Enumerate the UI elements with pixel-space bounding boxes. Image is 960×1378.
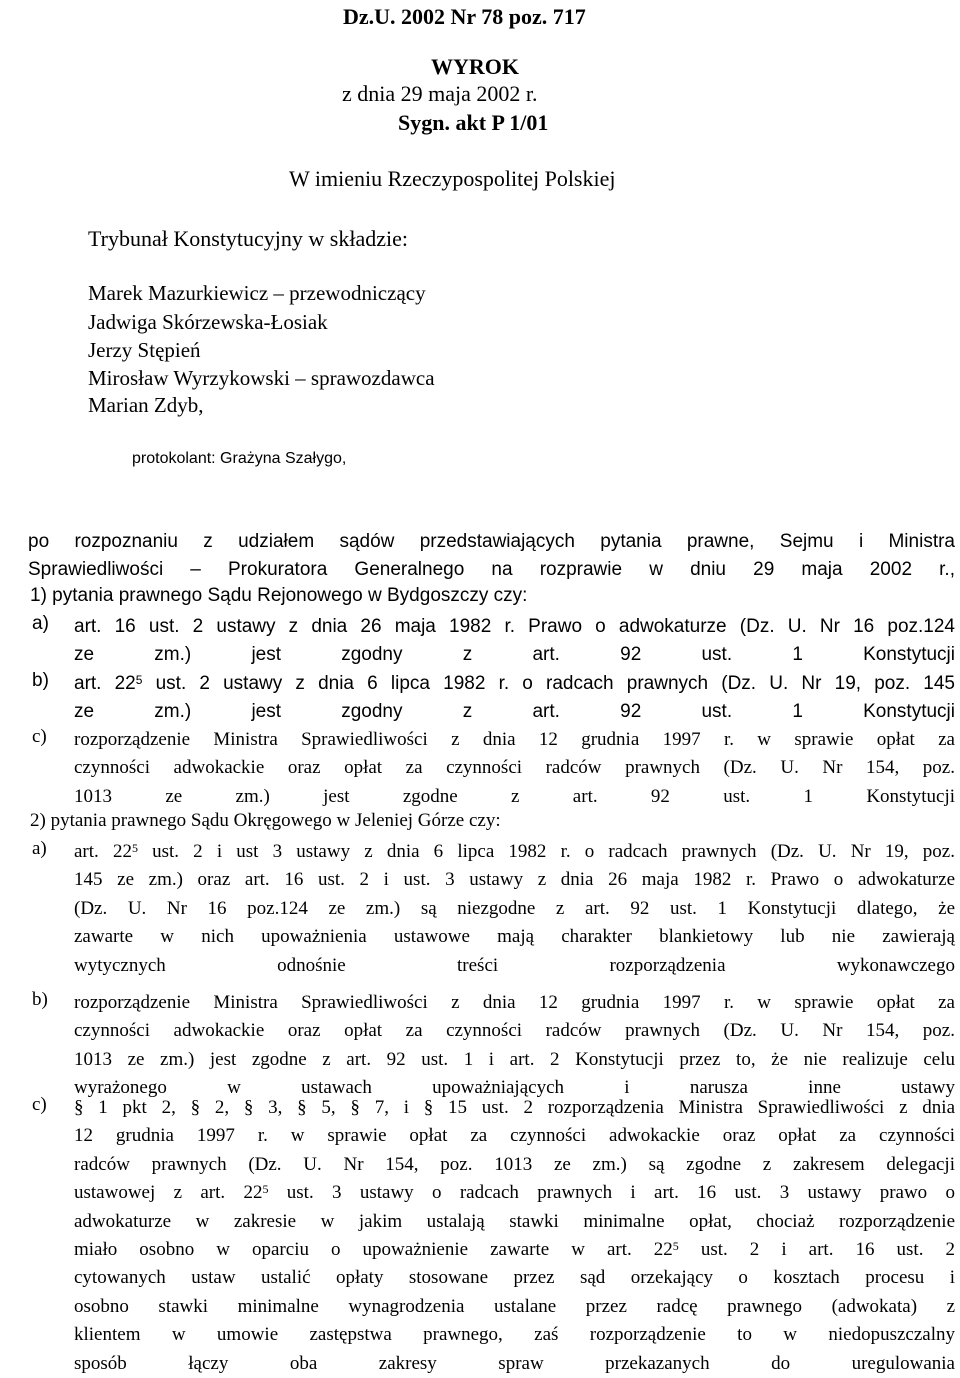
text-fragment: ust. 2 ustawy z dnia 6 lipca 1982 r. o radcach prawnych (Dz. U. Nr 19, poz. 145: [142, 673, 955, 694]
judgment-date: z dnia 29 maja 2002 r.: [342, 81, 538, 106]
superscript: 5: [262, 1182, 269, 1197]
q1-a-label: a): [32, 613, 49, 634]
document-source: Dz.U. 2002 Nr 78 poz. 717: [343, 4, 586, 29]
text-line: [74, 1236, 955, 1264]
composition-heading: Trybunał Konstytucyjny w składzie:: [88, 226, 408, 251]
text-line: 1013 ze zm.) jest zgodne z art. 92 ust. 1 Konstytucji: [74, 785, 955, 807]
intro-paragraph: [28, 528, 955, 585]
q1-a-text: [74, 613, 955, 670]
text-line: [74, 670, 955, 698]
judge-rapporteur: Mirosław Wyrzykowski – sprawozdawca: [88, 366, 435, 390]
judge-presiding: Marek Mazurkiewicz – przewodniczący: [88, 281, 426, 305]
text-line: ze zm.) jest zgodny z art. 92 ust. 1 Konstytucji: [74, 701, 955, 723]
case-signature: Sygn. akt P 1/01: [398, 110, 549, 135]
text-fragment: miało osobno w oparciu o upoważnienie zawarte w art. 22: [74, 1239, 673, 1261]
text-line: (Dz. U. Nr 16 poz.124 ze zm.) są niezgodne z art. 92 ust. 1 Konstytucji dlatego, że: [74, 897, 955, 919]
text-line: klientem w umowie zastępstwa prawnego, zaś rozporządzenie to w niedopuszczalny: [74, 1324, 955, 1346]
superscript: 5: [131, 841, 138, 855]
text-line: sposób łączy oba zakresy spraw przekazanych do uregulowania: [74, 1352, 955, 1374]
text-line: § 1 pkt 2, § 2, § 3, § 5, § 7, i § 15 ust. 2 rozporządzenia Ministra Sprawiedliwości z dnia: [74, 1097, 955, 1118]
q2-b-label: b): [32, 989, 48, 1010]
q1-c-label: c): [32, 726, 47, 747]
text-line: rozporządzenie Ministra Sprawiedliwości z dnia 12 grudnia 1997 r. w sprawie opłat za: [74, 992, 955, 1013]
text-line: ze zm.) jest zgodny z art. 92 ust. 1 Konstytucji: [74, 644, 955, 666]
text-line: adwokaturze w zakresie w jakim ustalają stawki minimalne opłat, chociaż rozporządzenie: [74, 1210, 955, 1232]
q2-a-text: [74, 838, 955, 980]
q1-b-label: b): [32, 670, 49, 691]
text-line: 1013 ze zm.) jest zgodne z art. 92 ust. 1 i art. 2 Konstytucji przez to, że nie realizuje celu: [74, 1048, 955, 1070]
text-line: wytycznych odnośnie treści rozporządzenia wykonawczego: [74, 954, 955, 976]
q1-c-text: [74, 726, 955, 811]
text-line: czynności adwokackie oraz opłat za czynności radców prawnych (Dz. U. Nr 154, poz.: [74, 1020, 955, 1042]
text-line: wyrażonego w ustawach upoważniających i narusza inne ustawy: [74, 1077, 955, 1099]
q2-b-text: [74, 989, 955, 1103]
text-line: art. 16 ust. 2 ustawy z dnia 26 maja 1982 r. Prawo o adwokaturze (Dz. U. Nr 16 poz.124: [74, 616, 955, 637]
text-line: rozporządzenie Ministra Sprawiedliwości z dnia 12 grudnia 1997 r. w sprawie opłat za: [74, 729, 955, 750]
judgment-title: WYROK: [431, 54, 519, 79]
text-line: cytowanych ustaw ustalić opłaty stosowane przez sąd orzekający o kosztach procesu i: [74, 1267, 955, 1289]
text-line: [74, 1179, 955, 1207]
intro-line: Sprawiedliwości – Prokuratora Generalnego na rozprawie w dniu 29 maja 2002 r.,: [28, 559, 955, 581]
text-fragment: ustawowej z art. 22: [74, 1182, 263, 1204]
text-fragment: ust. 3 ustawy o radcach prawnych i art. 16 ust. 3 ustawy prawo o: [268, 1182, 955, 1204]
q1-heading: 1) pytania prawnego Sądu Rejonowego w Bydgoszczy czy:: [30, 585, 528, 606]
judge: Jerzy Stępień: [88, 338, 201, 362]
text-line: 12 grudnia 1997 r. w sprawie opłat za czynności adwokackie oraz opłat za czynności: [74, 1125, 955, 1147]
text-fragment: art. 22: [74, 841, 132, 862]
text-fragment: ust. 2 i ust 3 ustawy z dnia 6 lipca 1982 r. o radcach prawnych (Dz. U. Nr 19, poz.: [137, 841, 955, 862]
invocation: W imieniu Rzeczypospolitej Polskiej: [289, 166, 616, 191]
q1-b-text: [74, 670, 955, 727]
text-fragment: ust. 2 i art. 16 ust. 2: [678, 1239, 955, 1261]
text-fragment: art. 22: [74, 673, 136, 694]
superscript: 5: [135, 673, 143, 687]
q2-a-label: a): [32, 838, 47, 859]
judge: Marian Zdyb,: [88, 393, 204, 417]
intro-line: po rozpoznaniu z udziałem sądów przedstawiających pytania prawne, Sejmu i Ministra: [28, 531, 955, 552]
q2-c-text: [74, 1094, 955, 1378]
text-line: czynności adwokackie oraz opłat za czynności radców prawnych (Dz. U. Nr 154, poz.: [74, 757, 955, 779]
judge: Jadwiga Skórzewska-Łosiak: [88, 310, 328, 334]
superscript: 5: [672, 1239, 679, 1254]
court-clerk: protokolant: Grażyna Szałygo,: [132, 450, 347, 467]
text-line: zawarte w nich upoważnienia ustawowe mają charakter blankietowy lub nie zawierają: [74, 926, 955, 948]
q2-c-label: c): [32, 1094, 47, 1115]
text-line: 145 ze zm.) oraz art. 16 ust. 2 i ust. 3 ustawy z dnia 26 maja 1982 r. Prawo o adwokaturze: [74, 869, 955, 891]
q2-heading: 2) pytania prawnego Sądu Okręgowego w Jeleniej Górze czy:: [30, 810, 501, 831]
text-line: radców prawnych (Dz. U. Nr 154, poz. 1013 ze zm.) są zgodne z zakresem delegacji: [74, 1153, 955, 1175]
text-line: [74, 838, 955, 866]
text-line: osobno stawki minimalne wynagrodzenia ustalane przez radcę prawnego (adwokata) z: [74, 1295, 955, 1317]
